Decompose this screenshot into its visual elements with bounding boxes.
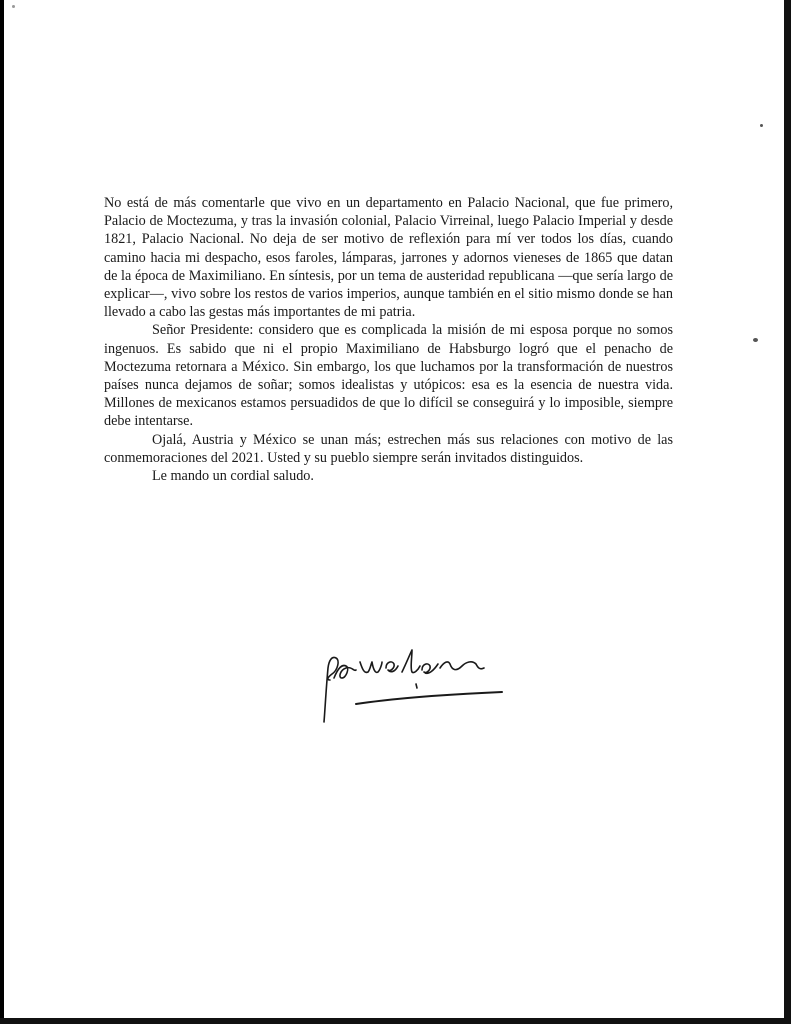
scan-speck [753,338,758,342]
closing-line: Le mando un cordial saludo. [152,468,314,485]
scan-speck [12,5,15,8]
scan-border-right [784,0,791,1024]
scan-speck [760,124,763,127]
paragraph-1: No está de más comentarle que vivo en un departamento en Palacio Nacional, que fue primero, Palacio de Moctezuma, y tras la invasión colonial, Palacio Virreinal, luego Palacio Imperial y desde 1821, Palacio Nacional. No deja de ser motivo de reflexión para mí ver todos los días, cuando camino hacia mi despacho, esos faroles, lámparas, jarrones y adornos vieneses de 1865 que datan de la época de Maximiliano. En síntesis, por un tema de austeridad republicana —que sería largo de explicar—, vivo sobre los restos de varios imperios, aunque también en el sitio mismo donde se han llevado a cabo las gestas más importantes de mi patria. [104,195,673,321]
letter-body [104,194,673,485]
paragraph-3: Ojalá, Austria y México se unan más; estrechen más sus relaciones con motivo de las conmemoraciones del 2021. Usted y su pueblo siempre serán invitados distinguidos. [104,431,673,466]
document-page [4,0,784,1018]
handwritten-signature [316,640,516,725]
paragraph-2: Señor Presidente: considero que es complicada la misión de mi esposa porque no somos ingenuos. Es sabido que ni el propio Maximiliano de Habsburgo logró que el penacho de Moctezuma retornara a México. Sin embargo, los que luchamos por la transformación de nuestros países nunca dejamos de soñar; somos idealistas y utópicos: esa es la esencia de nuestra vida. Millones de mexicanos estamos persuadidos de que lo difícil se conseguirá y lo imposible, siempre debe intentarse. [104,322,673,430]
scan-border-bottom [0,1018,791,1024]
